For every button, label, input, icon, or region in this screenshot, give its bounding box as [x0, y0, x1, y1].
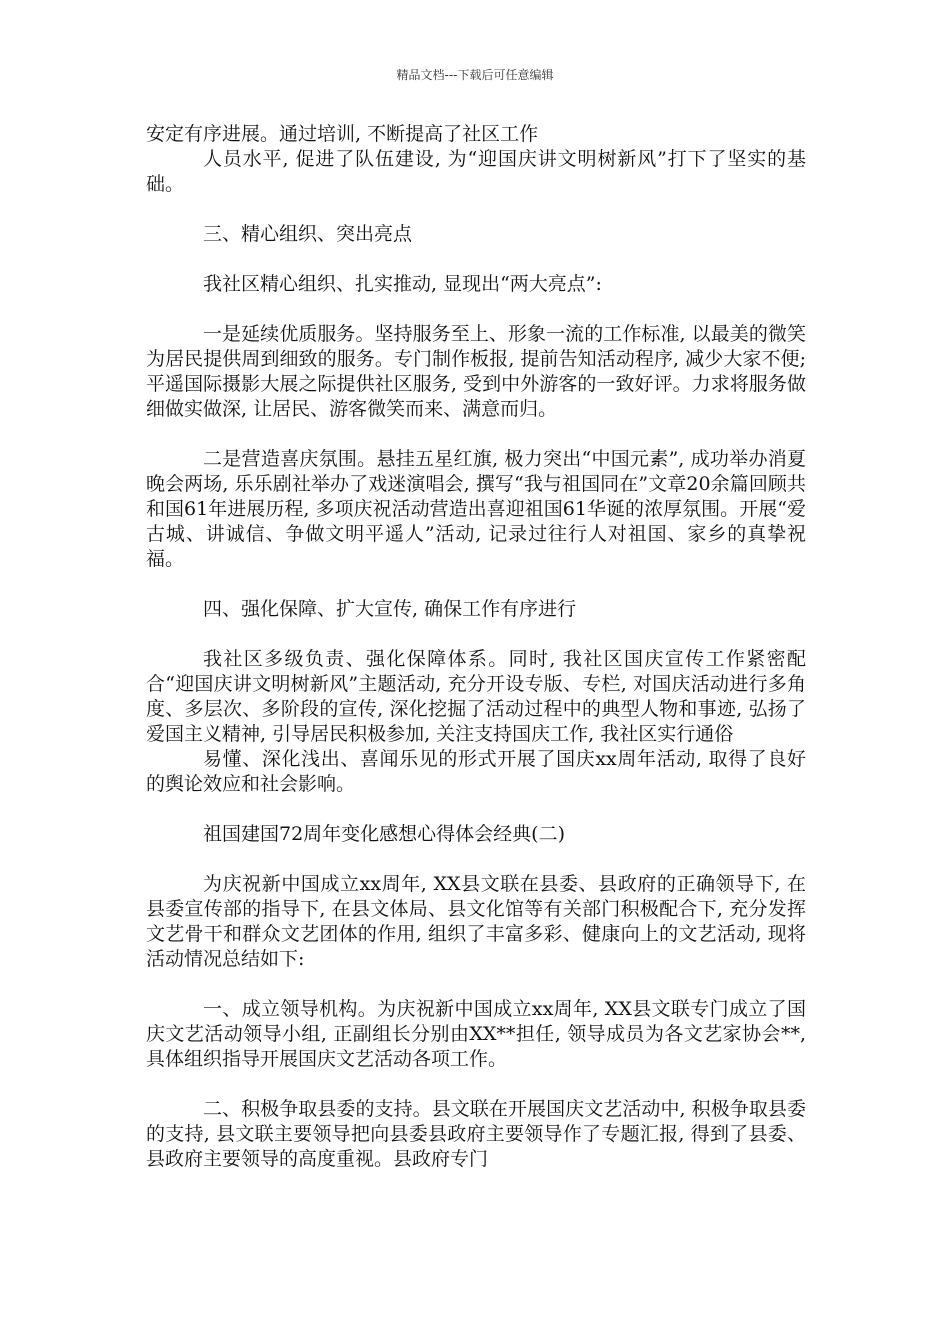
- paragraph-leadership: 一、成立领导机构。为庆祝新中国成立xx周年, XX县文联专门成立了国庆文艺活动领导小组, 正副组长分别由XX**担任, 领导成员为各文艺家协会**, 具体组织指导开展国庆文艺活动各项工作。: [146, 998, 806, 1070]
- paragraph-support: 二、积极争取县委的支持。县文联在开展国庆文艺活动中, 积极争取县委的支持, 县文联主要领导把向县委县政府主要领导作了专题汇报, 得到了县委、县政府主要领导的高度重视。县政府专门: [146, 1098, 806, 1170]
- paragraph-line: 易懂、深化浅出、喜闻乐见的形式开展了国庆xx周年活动, 取得了良好的舆论效应和社会影响。: [146, 748, 806, 795]
- document-body: [146, 122, 806, 1197]
- article-title: 祖国建国72周年变化感想心得体会经典(二): [203, 823, 566, 845]
- section-heading-4: 四、强化保障、扩大宣传, 确保工作有序进行: [203, 598, 577, 620]
- paragraph-service: 一是延续优质服务。坚持服务至上、形象一流的工作标准, 以最美的微笑为居民提供周到细致的服务。专门制作板报, 提前告知活动程序, 减少大家不便;平遥国际摄影大展之际提供社区服务, 受到中外游客的一致好评。力求将服务做细做实做深, 让居民、游客微笑而来、满意而归。: [146, 323, 806, 420]
- paragraph-training: [146, 122, 806, 197]
- paragraph-publicity: [146, 647, 806, 797]
- paragraph-atmosphere: 二是营造喜庆氛围。悬挂五星红旗, 极力突出“中国元素”, 成功举办消夏晚会两场, 乐乐剧社举办了戏迷演唱会, 撰写“我与祖国同在”文章20余篇回顾共和国61年进展历程, 多项庆祝活动营造出喜迎祖国61华诞的浓厚氛围。开展“爱古城、讲诚信、争做文明平遥人”活动, 记录过往行人对祖国、家乡的真挚祝福。: [146, 448, 806, 570]
- paragraph-intro: 为庆祝新中国成立xx周年, XX县文联在县委、县政府的正确领导下, 在县委宣传部的指导下, 在县文体局、县文化馆等有关部门积极配合下, 充分发挥文艺骨干和群众文艺团体的作用, 组织了丰富多彩、健康向上的文艺活动, 现将活动情况总结如下:: [146, 873, 806, 970]
- paragraph-line: 我社区多级负责、强化保障体系。同时, 我社区国庆宣传工作紧密配合“迎国庆讲文明树新风”主题活动, 充分开设专版、专栏, 对国庆活动进行多角度、多层次、多阶段的宣传, 深化挖掘了活动过程中的典型人物和事迹, 弘扬了爱国主义精神, 引导居民积极参加, 关注支持国庆工作, 我社区实行通俗: [146, 648, 806, 745]
- paragraph-line: 安定有序进展。通过培训, 不断提高了社区工作: [146, 123, 539, 145]
- paragraph-highlights-intro: 我社区精心组织、扎实推动, 显现出“两大亮点”:: [203, 273, 602, 295]
- paragraph-line: 人员水平, 促进了队伍建设, 为“迎国庆讲文明树新风”打下了坚实的基础。: [146, 148, 806, 195]
- page-header: 精品文档---下载后可任意编辑: [396, 68, 554, 82]
- section-heading-3: 三、精心组织、突出亮点: [203, 223, 413, 245]
